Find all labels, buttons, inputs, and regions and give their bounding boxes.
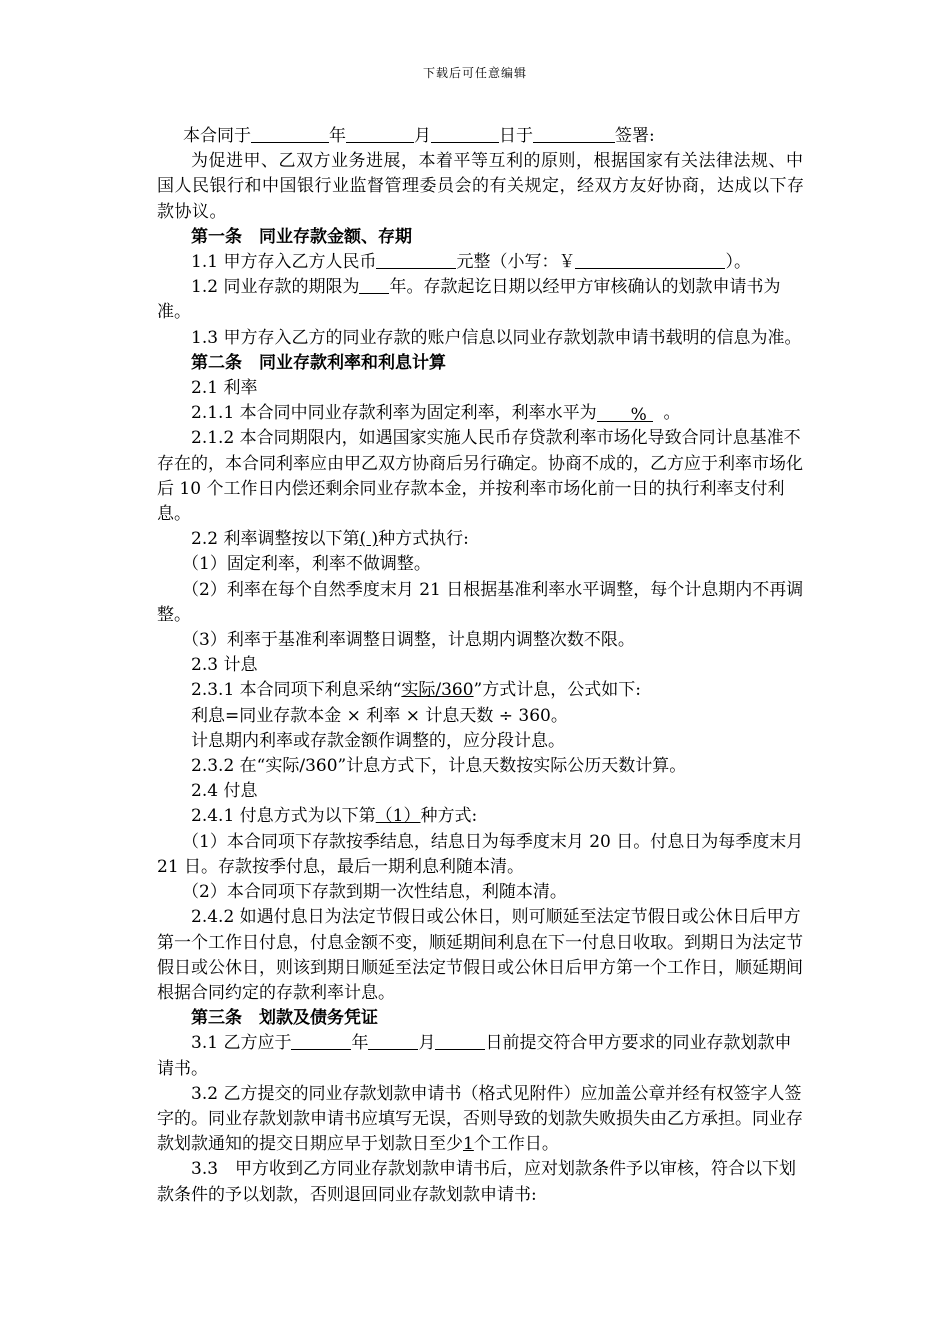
clause-2-1-1: 2.1.1 本合同中同业存款利率为固定利率，利率水平为 % 。 xyxy=(191,403,681,426)
clause-2-4: 2.4 付息 xyxy=(191,781,258,802)
clause-2-3: 2.3 计息 xyxy=(191,655,258,676)
interest-formula: 利息=同业存款本金 × 利率 × 计息天数 ÷ 360。 xyxy=(191,705,568,726)
clause-1-3: 1.3 甲方存入乙方的同业存款的账户信息以同业存款划款申请书载明的信息为准。 xyxy=(191,327,802,348)
contract-body xyxy=(157,124,807,1208)
clause-2-1: 2.1 利率 xyxy=(191,378,258,399)
article3-title: 第三条 划款及债务凭证 xyxy=(191,1008,378,1029)
purpose-paragraph: 为促进甲、乙双方业务进展，本着平等互利的原则，根据国家有关法律法规、中国人民银行和中国银行业监督管理委员会的有关规定，经双方友好协商，达成以下存款协议。 xyxy=(157,151,805,222)
clause-3-2: 3.2 乙方提交的同业存款划款申请书（格式见附件）应加盖公章并经有权签字人签字的。同业存款划款申请书应填写无误，否则导致的划款失败损失由乙方承担。同业存款划款通知的提交日期应早于划款日至少1个工作日。 xyxy=(157,1083,803,1155)
clause-3-3: 3.3 甲方收到乙方同业存款划款申请书后，应对划款条件予以审核，符合以下划款条件的予以划款，否则退回同业存款划款申请书: xyxy=(157,1159,797,1205)
signing-date-line: 本合同于 年 月 日于 签署: xyxy=(183,126,655,146)
clause-2-4-1: 2.4.1 付息方式为以下第（1）种方式: xyxy=(191,806,478,827)
payment-option-2: （2）本合同项下存款到期一次性结息，利随本清。 xyxy=(182,882,567,903)
page-header: 下载后可任意编辑 xyxy=(422,66,527,80)
clause-2-2: 2.2 利率调整按以下第( )种方式执行: xyxy=(191,529,469,550)
segment-note: 计息期内利率或存款金额作调整的，应分段计息。 xyxy=(191,730,565,751)
rate-option-1: （1）固定利率，利率不做调整。 xyxy=(182,554,431,575)
rate-option-3: （3）利率于基准利率调整日调整，计息期内调整次数不限。 xyxy=(182,630,635,651)
article1-title: 第一条 同业存款金额、存期 xyxy=(191,226,412,247)
payment-option-1: （1）本合同项下存款按季结息，结息日为每季度末月 20 日。付息日为每季度末月 21 日。存款按季付息，最后一期利息利随本清。 xyxy=(157,831,804,877)
clause-2-4-2: 2.4.2 如遇付息日为法定节假日或公休日，则可顺延至法定节假日或公休日后甲方第一个工作日付息，付息金额不变，顺延期间利息在下一付息日收取。到期日为法定节假日或公休日，则该到期日顺延至法定节假日或公休日后甲方第一个工作日，顺延期间根据合同约定的存款利率计息。 xyxy=(157,907,803,1003)
clause-2-3-2: 2.3.2 在“实际/360”计息方式下，计息天数按实际公历天数计算。 xyxy=(191,756,687,777)
rate-option-2: （2）利率在每个自然季度末月 21 日根据基准利率水平调整，每个计息期内不再调整。 xyxy=(157,579,804,625)
clause-2-1-2: 2.1.2 本合同期限内，如遇国家实施人民币存贷款利率市场化导致合同计息基准不存在的，本合同利率应由甲乙双方协商后另行确定。协商不成的，乙方应于利率市场化后 10 个工作日内偿还剩余同业存款本金，并按利率市场化前一日的执行利率支付利息。 xyxy=(157,428,803,525)
article2-title: 第二条 同业存款利率和利息计算 xyxy=(191,352,446,373)
clause-1-1: 1.1 甲方存入乙方人民币 元整（小写：￥ ）。 xyxy=(191,252,751,273)
clause-3-1: 3.1 乙方应于 年 月 日前提交符合甲方要求的同业存款划款申请书。 xyxy=(157,1033,792,1079)
clause-1-2: 1.2 同业存款的期限为 年。存款起讫日期以经甲方审核确认的划款申请书为准。 xyxy=(157,277,781,323)
clause-2-3-1: 2.3.1 本合同项下利息采纳“实际/360”方式计息，公式如下: xyxy=(191,680,641,701)
